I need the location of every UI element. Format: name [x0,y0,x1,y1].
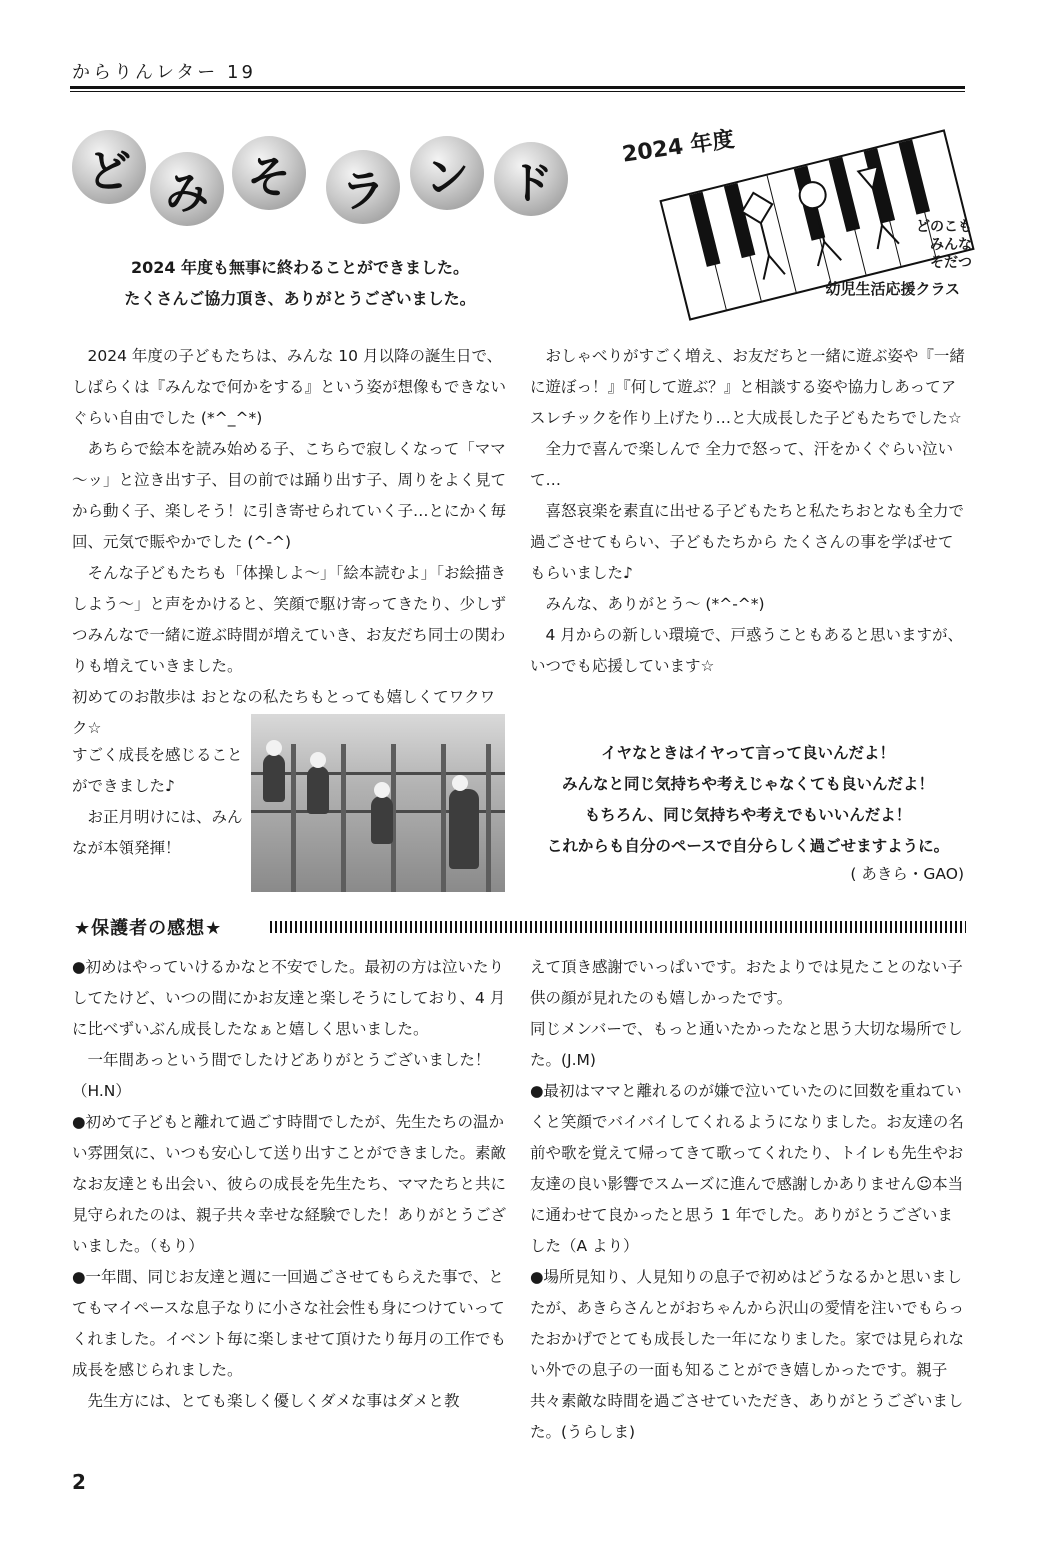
feedback-item: 一年間あっという間でしたけどありがとうございました！（H.N） [72,1051,491,1100]
paragraph: 全力で喜んで楽しんで 全力で怒って、汗をかくぐらい泣いて… [530,440,954,489]
feedback-item: ●最初はママと離れるのが嫌で泣いていたのに回数を重ねていくと笑顔でバイバイしてくれるようになりました。お友達の名前や歌を覚えて帰ってきて歌ってくれたり、トイレも先生やお友達の良い影響でスムーズに進んで感謝しかありません☺本当に通わせて良かったと思う 1 年でした。ありがとうございました（A より） [530,1082,964,1255]
right-column [530,341,968,682]
paragraph: おしゃべりがすごく増え、お友だちと一緒に遊ぶ姿や『一緒に遊ぼっ！』『何して遊ぶ？』と相談する姿や協力しあってアスレチックを作り上げたり…と大成長した子どもたちでした☆ [530,347,965,427]
feedback-item: 先生方には、とても楽しく優しくダメな事はダメと教 [87,1392,460,1410]
closing-message [528,738,968,862]
message-line-3: もちろん、同じ気持ちや考えでもいいんだよ！ [584,806,912,824]
title-char-2: み [150,152,224,226]
paragraph: 初めてのお散歩は おとなの私たちもとっても嬉しくてワクワク☆ [72,688,496,737]
feedback-right-column [530,952,968,1448]
logo-tagline-1: どのこも [916,219,972,235]
logo-tagline-2: みんな [930,237,972,253]
logo-tagline-3: そだつ [930,255,972,271]
message-line-2: みんなと同じ気持ちや考えじゃなくても良いんだよ！ [561,775,934,793]
feedback-item: ●初めはやっていけるかなと不安でした。最初の方は泣いたりしてたけど、いつの間にかお友達と楽しそうにしており、4 月に比べずいぶん成長したなぁと嬉しく思いました。 [72,958,506,1038]
title-banner [70,122,580,232]
logo-tagline [916,218,972,272]
left-column-wrap [72,740,248,864]
header-rule-thin [70,91,965,92]
intro-line-1: 2024 年度も無事に終わることができました。 [130,258,470,277]
title-char-5: ン [410,136,484,210]
message-line-1: イヤなときはイヤって言って良いんだよ！ [600,744,896,762]
signature: ( あきら・GAO) [850,865,964,883]
intro-line-2: たくさんご協力頂き、ありがとうございました。 [124,289,476,308]
page-number: 2 [72,1470,86,1494]
feedback-item: えて頂き感謝でいっぱいです。おたよりでは見たことのない子供の顔が見れたのも嬉しかったです。 [530,958,963,1007]
feedback-item: ●初めて子どもと離れて過ごす時間でしたが、先生たちの温かい雰囲気に、いつも安心して送り出すことができました。素敵なお友達とも出会い、彼らの成長を先生たち、ママたちと共に見守られたのは、親子共々幸せな経験でした！ありがとうございました。（もり） [72,1113,507,1255]
title-char-4: ラ [326,150,400,224]
left-column [72,341,508,744]
feedback-left-column [72,952,508,1417]
class-name: 幼児生活応援クラス [825,280,960,298]
feedback-item: 同じメンバーで、もっと通いたかったなと思う大切な場所でした。(J.M) [530,1020,963,1069]
feedback-item: ●場所見知り、人見知りの息子で初めはどうなるかと思いましたが、あきらさんとがおちゃんから沢山の愛情を注いでもらったおかげでとても成長した一年になりました。家では見られない外での息子の一面も知ることができ嬉しかったです。親子共々素敵な時間を過ごさせていただき、ありがとうございました。(うらしま) [530,1268,965,1441]
paragraph: そんな子どもたちも「体操しよ～」「絵本読むよ」「お絵描きしよう～」と声をかけると、笑顔で駆け寄ってきたり、少しずつみんなで一緒に遊ぶ時間が増えていき、お友だち同士の関わりも増えていきました。 [72,564,507,675]
title-char-3: そ [232,136,306,210]
title-char-6: ド [494,142,568,216]
logo-year: 2024 年度 [620,127,736,168]
paragraph: 4 月からの新しい環境で、戸惑うこともあると思いますが、いつでも応援しています☆ [530,626,963,675]
walk-photo [251,714,505,892]
section-title: ★保護者の感想★ [74,918,223,939]
section-divider [270,921,966,933]
intro-text [90,252,510,314]
class-logo [612,118,972,303]
paragraph: 2024 年度の子どもたちは、みんな 10 月以降の誕生日で、しばらくは『みんなで何かをする』という姿が想像もできないぐらい自由でした (*^_^*) [72,347,507,427]
paragraph: すごく成長を感じることができました♪ [72,746,243,795]
paragraph: みんな、ありがとう～ (*^-^*) [545,595,765,613]
running-header: からりんレター 19 [72,62,256,83]
paragraph: あちらで絵本を読み始める子、こちらで寂しくなって「ママ～ッ」と泣き出す子、目の前では踊り出す子、周りをよく見てから動く子、楽しそう！に引き寄せられていく子…とにかく毎回、元気で賑やかでした (^-^) [72,440,507,551]
paragraph: 喜怒哀楽を素直に出せる子どもたちと私たちおとなも全力で過ごさせてもらい、子どもたちから たくさんの事を学ばせてもらいました♪ [530,502,965,582]
header-rule [70,86,965,89]
feedback-item: ●一年間、同じお友達と週に一回過ごさせてもらえた事で、とてもマイペースな息子なりに小さな社会性も身につけていってくれました。イベント毎に楽しませて頂けたり毎月の工作でも成長を感じられました。 [72,1268,507,1379]
title-char-1: ど [72,130,146,204]
message-line-4: これからも自分のペースで自分らしく過ごせますように。 [546,837,950,855]
paragraph: お正月明けには、みんなが本領発揮！ [72,808,243,857]
